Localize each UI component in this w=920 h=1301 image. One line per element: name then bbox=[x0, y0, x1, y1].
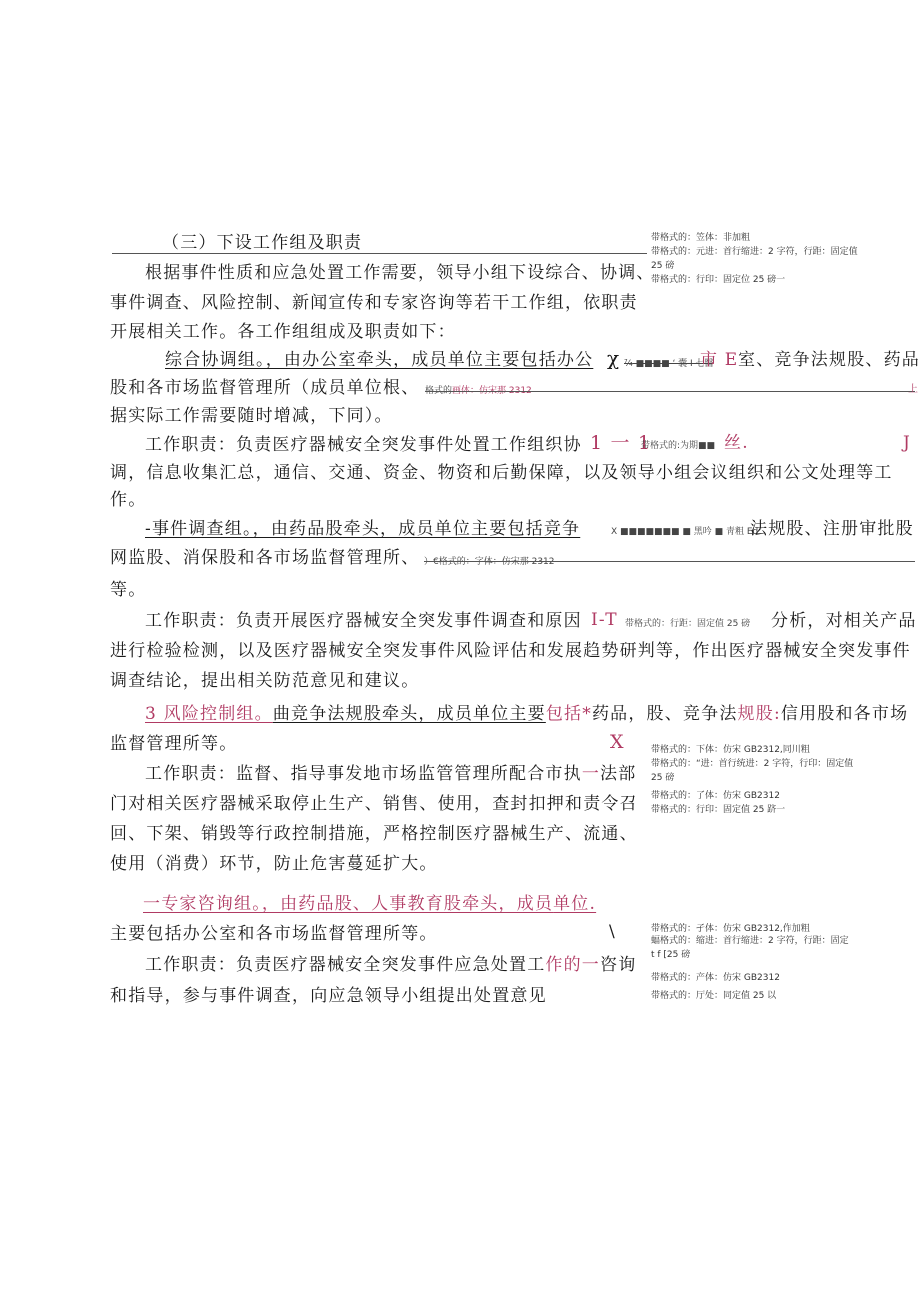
g4-title-line: 一专家咨询组。，由药品股、人事教育股牵头，成员单位. bbox=[143, 894, 597, 914]
g1-duty-line-1: 工作职责：负责医疗器械安全突发事件处置工作组织协 bbox=[145, 435, 582, 455]
intro-line-3: 开展相关工作。各工作组组成及职责如下： bbox=[110, 322, 456, 342]
g1-revision-rule bbox=[425, 391, 915, 392]
margin-note: 带格式的：孑体：仿宋 GB2312,作加粗 bbox=[651, 924, 810, 934]
g2-duty-format-note: 带格式的：行距：固定值 25 磅 bbox=[625, 619, 751, 629]
g2-duty-line-1: 工作职责：负责开展医疗器械安全突发事件调查和原因 bbox=[145, 611, 582, 631]
g1-right-marker: 上 bbox=[908, 384, 918, 395]
g3-title-line: 3 风险控制组。曲竞争法规股牵头，成员单位主要包括*药品，股、竞争法规股:信用股和各市场 bbox=[145, 704, 909, 724]
heading-rule bbox=[112, 253, 647, 254]
g3-duty-line-2: 门对相关医疗器械采取停止生产、销售、使用，查封扣押和责令召 bbox=[110, 794, 638, 814]
g2-revision-rule bbox=[424, 561, 915, 562]
g2-line-3: 等。 bbox=[110, 580, 147, 600]
g1-line-1-end: 室、竞争法规股、药品 bbox=[738, 350, 920, 370]
margin-note: 25 磅 bbox=[651, 773, 675, 783]
section-heading: （三）下设工作组及职责 bbox=[162, 233, 363, 253]
g1-line-3: 据实际工作需要随时增减，下同）。 bbox=[110, 406, 393, 426]
margin-note: 带格式的：了体：仿宋 GB2312 bbox=[651, 791, 780, 801]
margin-note: 带格式的：元进：首行缩进：2 字符，行距：固定值 bbox=[651, 247, 858, 257]
g4-duty-line-2: 和指导，参与事件调查，向应急领导小组提出处置意见 bbox=[110, 986, 547, 1006]
g1-format-note: 格式的画体：仿宋那 2312 bbox=[425, 386, 532, 396]
g4-duty-line-1: 工作职责：负责医疗器械安全突发事件应急处置工作的一咨询 bbox=[145, 955, 637, 975]
margin-note: 蝠格式的：缩进：首行缩进：2 字符，行距：固定 bbox=[651, 936, 849, 946]
margin-note: 带格式的：行印：固定值 25 跻一 bbox=[651, 805, 786, 815]
g1-duty-line-3: 作。 bbox=[110, 490, 147, 510]
g2-format-note: ）€格式的：字体：仿宋那 2312 bbox=[424, 557, 555, 567]
margin-note: 带格式的：厅处：同定值 25 以 bbox=[651, 991, 777, 1001]
g1-duty-format-note: 带格式的:为期■■ bbox=[641, 441, 716, 451]
g1-inserted-char: 丝. bbox=[724, 433, 749, 453]
g2-title-line: -事件调查组。，由药品股牵头，成员单位主要包括竞争 bbox=[145, 519, 581, 539]
margin-note: 带格式的：行印：固定位 25 磅一 bbox=[651, 275, 786, 285]
margin-note: 带格式的：下体：仿宋 GB2312,同川粗 bbox=[651, 745, 810, 755]
g4-slash-mark: \ bbox=[609, 922, 616, 942]
g1-strike-mark: ⁷⁄₄ ■■■■ ‘ 囊 I 七醫 bbox=[624, 359, 714, 369]
g2-duty-line-3: 调查结论，提出相关防范意见和建议。 bbox=[110, 671, 420, 691]
margin-note: 带格式的：“进：首行统进：2 字符，行印：固定值 bbox=[651, 759, 854, 769]
g1-revision-mark: 1 一 1 bbox=[590, 432, 652, 454]
margin-note: 带格式的：产体：仿宋 GB2312 bbox=[651, 973, 780, 983]
g3-x-mark: X bbox=[610, 731, 624, 753]
g2-line-1-end: 法规股、注册审批股 bbox=[750, 519, 914, 539]
g3-duty-line-1: 工作职责：监督、指导事发地市场监管管理所配合市执一法部 bbox=[145, 764, 637, 784]
g2-duty-line-2: 进行检验检测，以及医疗器械安全突发事件风险评估和发展趋势研判等，作出医疗器械安全突发事件 bbox=[110, 641, 911, 661]
g3-duty-line-4: 使用（消费）环节，防止危害蔓延扩大。 bbox=[110, 854, 438, 874]
g1-duty-line-2: 调，信息收集汇总，通信、交通、资金、物资和后勤保障，以及领导小组会议组织和公文处理等工 bbox=[110, 463, 893, 483]
g4-line-2: 主要包括办公室和各市场监督管理所等。 bbox=[110, 924, 438, 944]
g2-strike-mark: X ■■■■■■■ ■ 黑吟 ■ 靑粗 Ed bbox=[611, 527, 759, 537]
g2-duty-line-1-end: 分析，对相关产品 bbox=[771, 611, 917, 631]
g1-right-j: J bbox=[903, 433, 912, 453]
intro-line-2: 事件调查、风险控制、新闻宣传和专家咨询等若干工作组，依职责 bbox=[110, 293, 638, 313]
margin-note: 25 磅 bbox=[651, 261, 675, 271]
g3-duty-line-3: 回、下架、销毁等行政控制措施，严格控制医疗器械生产、流通、 bbox=[110, 824, 638, 844]
g1-inserted-mark: 市 E bbox=[700, 350, 739, 370]
margin-note: 带格式的：笠体：非加粗 bbox=[651, 233, 751, 243]
g1-title-line: 综合协调组。，由办公室牵头，成员单位主要包括办公 bbox=[165, 350, 594, 370]
intro-line-1: 根据事件性质和应急处置工作需要，领导小组下设综合、协调、 bbox=[145, 263, 655, 283]
g3-line-2: 监督管理所等。 bbox=[110, 734, 238, 754]
g2-revision-mark: I-T bbox=[591, 610, 618, 630]
margin-note: t f [25 磅 bbox=[651, 950, 691, 960]
g1-line-2: 股和各市场监督管理所（成员单位根、 bbox=[110, 378, 420, 398]
g1-chi-mark: χ bbox=[607, 346, 620, 370]
g2-line-2: 网监股、消保股和各市场监督管理所、 bbox=[110, 548, 420, 568]
